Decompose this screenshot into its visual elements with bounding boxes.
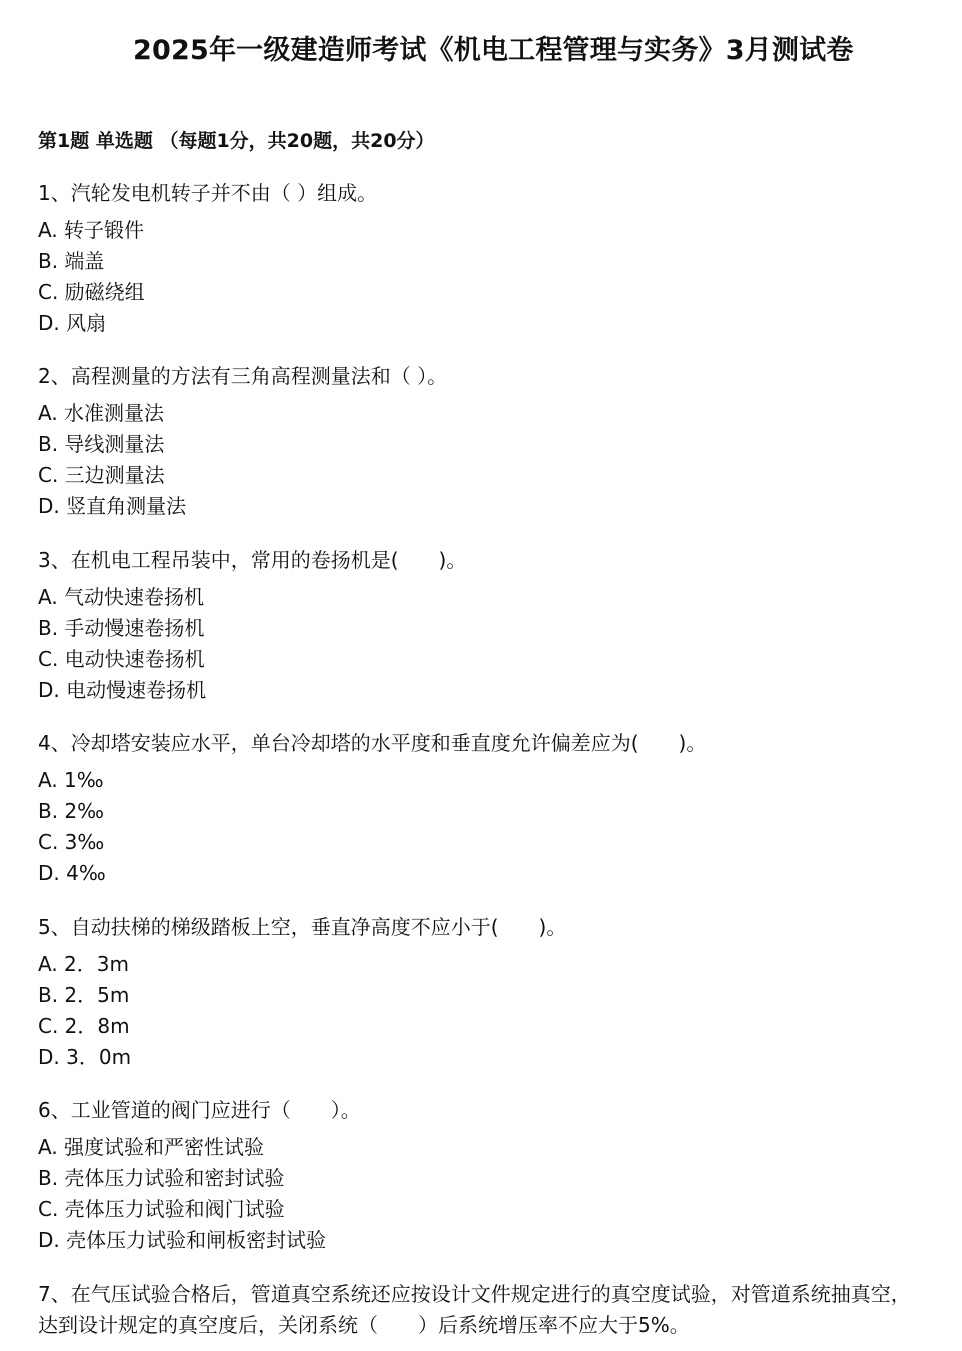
option-d: D. 3．0m <box>38 1045 132 1069</box>
option-a: A. 强度试验和严密性试验 <box>38 1135 265 1159</box>
option-d: D. 风扇 <box>38 311 107 335</box>
option-d: D. 4‰ <box>38 861 106 885</box>
section-heading: 第1题 单选题 （每题1分，共20题，共20分） <box>38 130 435 152</box>
option-c: C. 2．8m <box>38 1014 130 1038</box>
question-stem: 7、在气压试验合格后，管道真空系统还应按设计文件规定进行的真空度试验，对管道系统抽真空，达到设计规定的真空度后，关闭系统（ ）后系统增压率不应大于5%。 <box>38 1282 911 1337</box>
option-a: A. 2．3m <box>38 952 129 976</box>
question-1 <box>38 178 928 339</box>
option-b: B. 导线测量法 <box>38 432 165 456</box>
question-4 <box>38 728 928 889</box>
option-b: B. 壳体压力试验和密封试验 <box>38 1166 285 1190</box>
question-stem: 5、自动扶梯的梯级踏板上空，垂直净高度不应小于( )。 <box>38 915 567 939</box>
option-b: B. 手动慢速卷扬机 <box>38 616 205 640</box>
question-stem: 4、冷却塔安装应水平，单台冷却塔的水平度和垂直度允许偏差应为( )。 <box>38 731 707 755</box>
option-d: D. 电动慢速卷扬机 <box>38 678 207 702</box>
question-stem: 1、汽轮发电机转子并不由（ ）组成。 <box>38 181 378 205</box>
option-b: B. 2‰ <box>38 799 104 823</box>
question-stem: 2、高程测量的方法有三角高程测量法和（ ）。 <box>38 364 448 388</box>
question-6 <box>38 1095 928 1256</box>
option-c: C. 电动快速卷扬机 <box>38 647 205 671</box>
option-a: A. 1‰ <box>38 768 104 792</box>
option-b: B. 2．5m <box>38 983 130 1007</box>
option-c: C. 励磁绕组 <box>38 280 145 304</box>
option-b: B. 端盖 <box>38 249 105 273</box>
option-a: A. 气动快速卷扬机 <box>38 585 205 609</box>
question-stem: 3、在机电工程吊装中，常用的卷扬机是( )。 <box>38 548 467 572</box>
option-d: D. 壳体压力试验和闸板密封试验 <box>38 1228 327 1252</box>
option-d: D. 竖直角测量法 <box>38 494 187 518</box>
option-a: A. 转子锻件 <box>38 218 145 242</box>
option-a: A. 水准测量法 <box>38 401 165 425</box>
question-3 <box>38 545 928 706</box>
option-c: C. 壳体压力试验和阀门试验 <box>38 1197 285 1221</box>
question-5 <box>38 912 928 1073</box>
question-stem: 6、工业管道的阀门应进行（ ）。 <box>38 1098 361 1122</box>
question-2 <box>38 361 928 522</box>
option-c: C. 三边测量法 <box>38 463 165 487</box>
question-7 <box>38 1279 928 1347</box>
exam-title: 2025年一级建造师考试《机电工程管理与实务》3月测试卷 <box>133 35 854 66</box>
option-c: C. 3‰ <box>38 830 105 854</box>
